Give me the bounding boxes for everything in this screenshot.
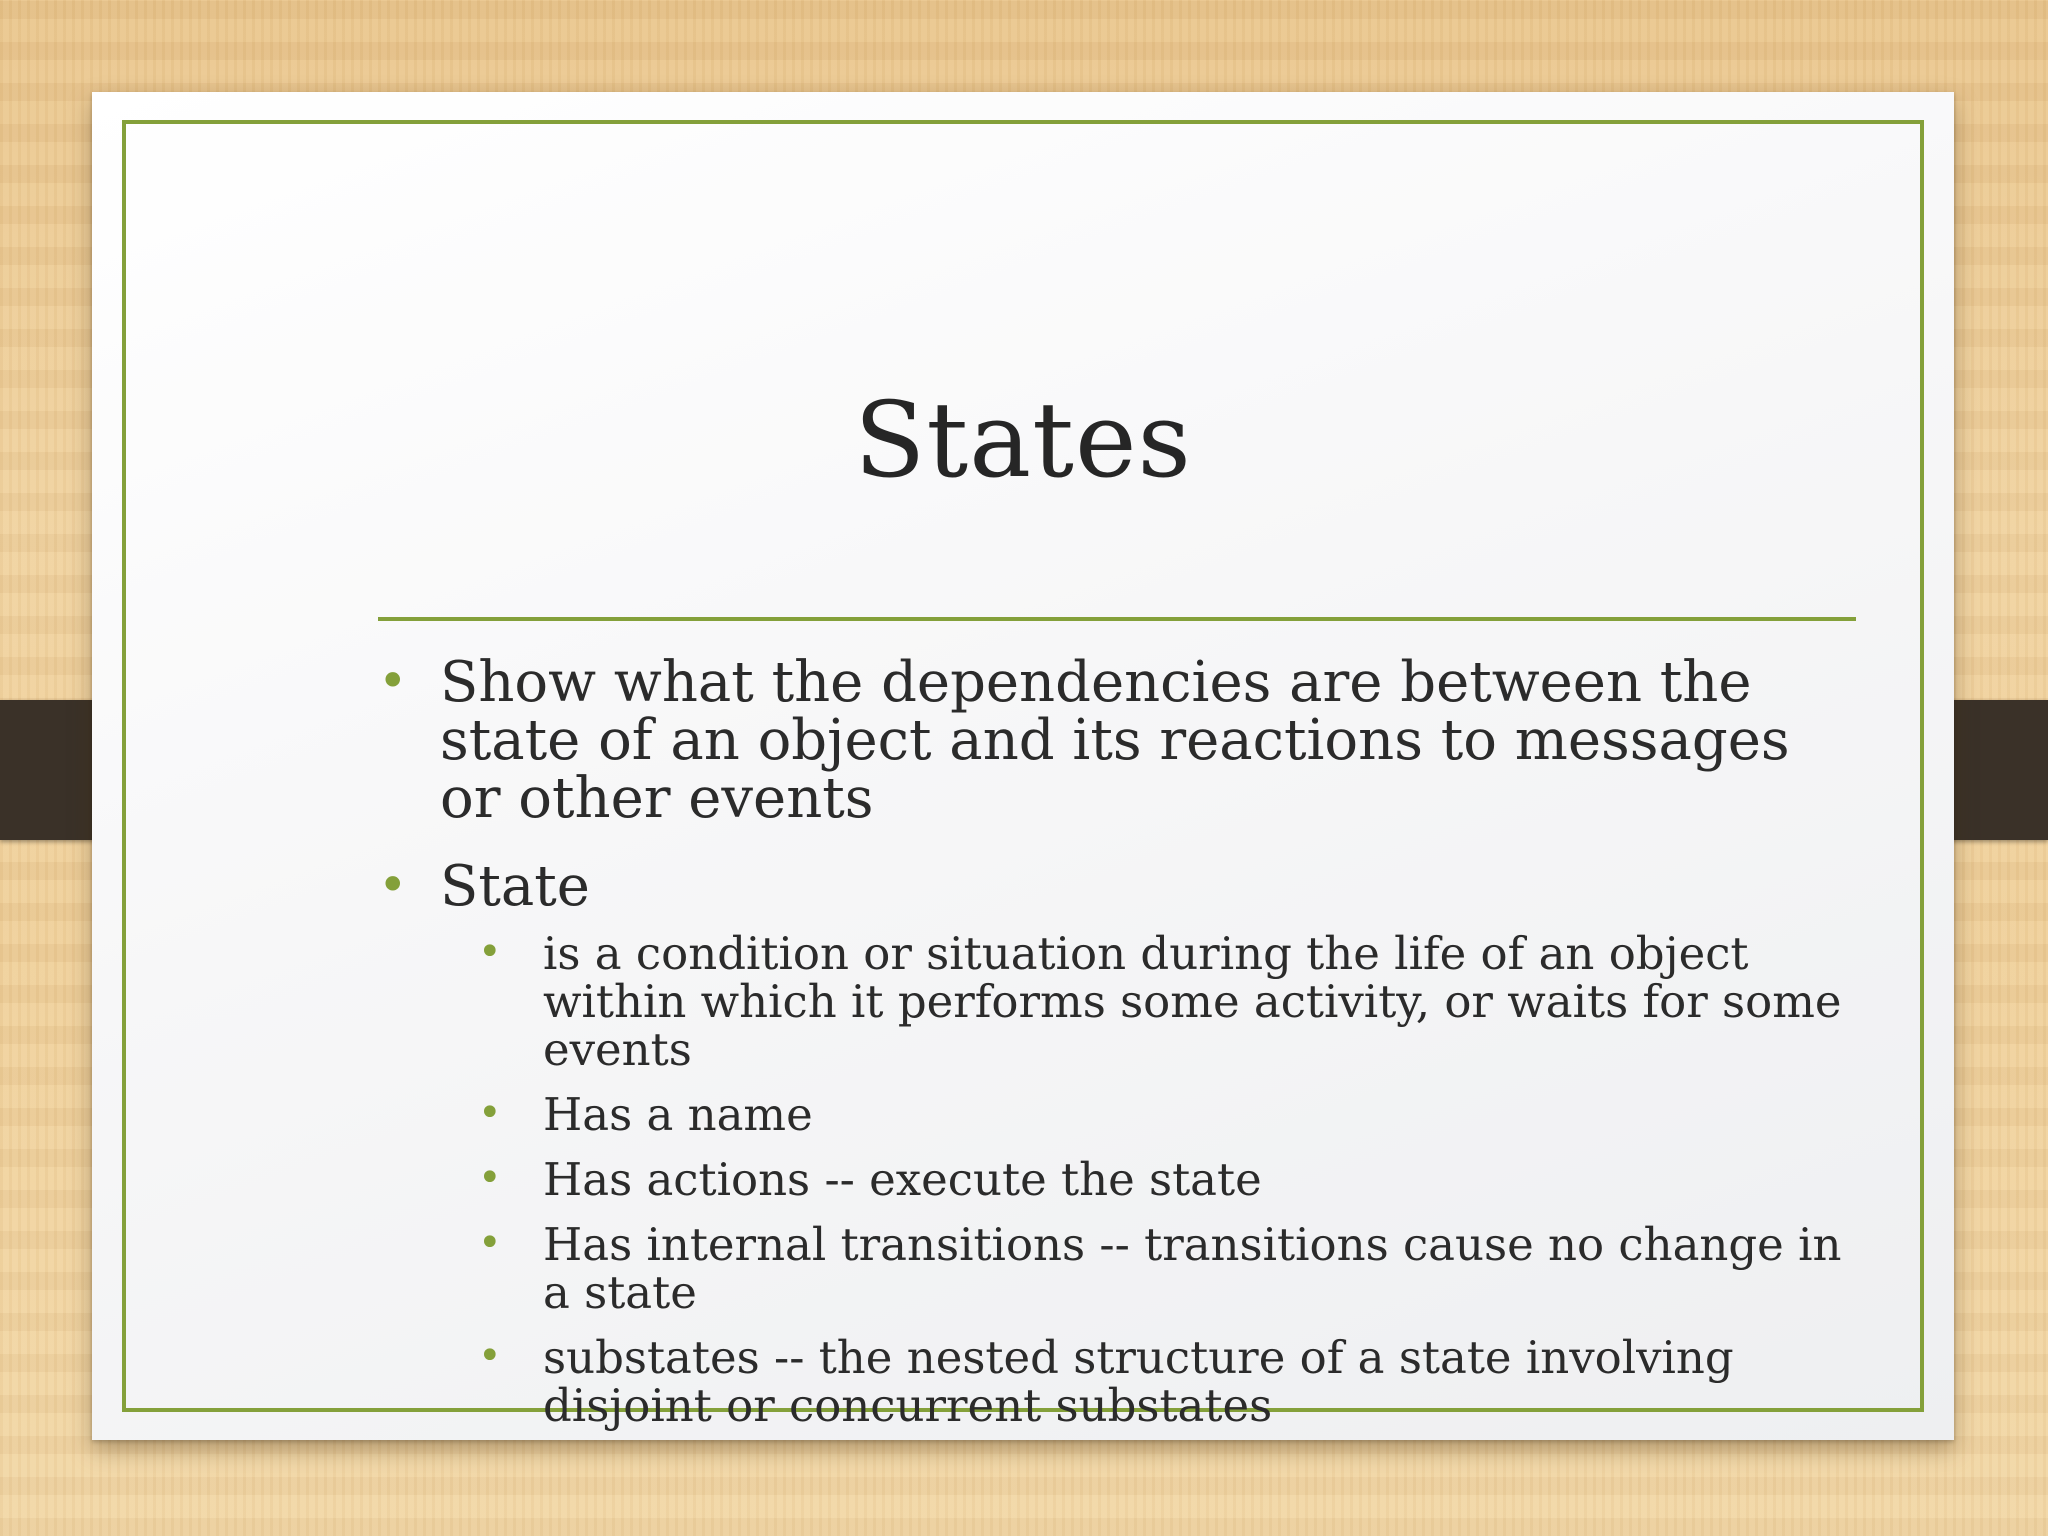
bullet-dot-icon: • <box>478 1333 502 1379</box>
slide-title: States <box>854 379 1192 501</box>
slide-card <box>92 92 1954 1440</box>
sub-bullet-text: Has actions -- execute the state <box>543 1153 1262 1206</box>
bullet-dot-icon: • <box>378 856 408 914</box>
sub-bullet-item <box>378 1153 1858 1206</box>
sub-bullet-item <box>378 1331 1858 1432</box>
bullet-dot-icon: • <box>478 1155 502 1201</box>
bullet-item <box>378 854 1858 919</box>
bullet-dot-icon: • <box>478 1220 502 1266</box>
bullet-text: State <box>440 854 590 919</box>
slide-content <box>378 650 1858 1447</box>
title-divider <box>378 617 1856 621</box>
bullet-item <box>378 650 1858 831</box>
bullet-text: Show what the dependencies are between the state of an object and its reactions to messages or other events <box>440 650 1790 831</box>
sub-bullet-item <box>378 927 1858 1076</box>
bullet-dot-icon: • <box>378 652 408 710</box>
sub-bullet-item <box>378 1088 1858 1141</box>
sub-bullet-item <box>378 1218 1858 1319</box>
bullet-dot-icon: • <box>478 1090 502 1136</box>
sub-bullet-text: substates -- the nested structure of a state involving disjoint or concurrent substates <box>543 1331 1734 1432</box>
sub-bullet-text: Has a name <box>543 1088 813 1141</box>
sub-bullet-text: is a condition or situation during the life of an object within which it performs some activity, or waits for some events <box>543 927 1842 1076</box>
bullet-dot-icon: • <box>478 929 502 975</box>
sub-bullet-text: Has internal transitions -- transitions cause no change in a state <box>543 1218 1842 1319</box>
